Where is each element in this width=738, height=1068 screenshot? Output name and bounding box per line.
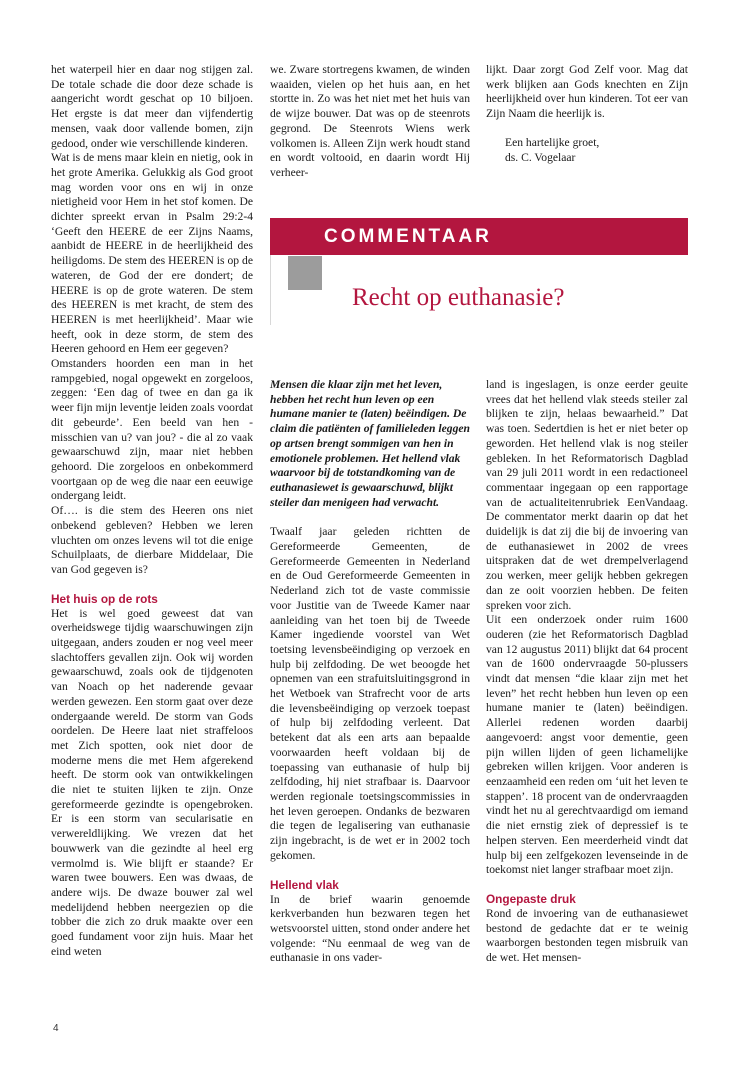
article-right-column [486, 378, 688, 966]
article-paragraph: Twaalf jaar geleden richtten de Gereformeerde Gemeenten, de Gereformeerde Gemeenten in Nederland en de Oud Gereformeerde Gemeenten in Nederland zich tot de vaste commissie voor Justitie van de Tweede Kamer naar aanleiding van het toen bij de Tweede Kamer ingediende voorstel van Wet toetsing levensbeëindiging op verzoek en hulp bij zelfdoding. De wet beoogde het opnemen van een strafuitsluitingsgrond in het Wetboek van Strafrecht voor de arts die levensbeëindiging op verzoek toepast of hulp bij zelfdoding verleent. Dat betekent dat als een arts aan bepaalde voorwaarden heeft voldaan bij de toepassing van euthanasie of hulp bij zelfdoding, hij niet strafbaar is. Daarvoor werden regionale toetsingscommissies in het leven geroepen. Ondanks de bezwaren die tegen de legalisering van euthanasie zijn ingebracht, is de wet er in 2002 toch gekomen. [270, 525, 470, 862]
right-paragraph: lijkt. Daar zorgt God Zelf voor. Mag dat werk blijken aan Gods knechten en Zijn heerlijkheid over hun kinderen. Tot eer van Zijn Naam die heerlijk is. [486, 63, 688, 121]
article-title: Recht op euthanasie? [352, 284, 565, 311]
left-paragraph: Wat is de mens maar klein en nietig, ook in het grote Amerika. Gelukkig als God groot mag worden voor ons en wij in onze nietigheid voor Hem in het stof komen. De dichter spreekt ervan in Psalm 29:2-4 ‘Geeft den HEERE de eer Zijns Naams, aanbidt de HEERE in de heerlijkheid des heiligdoms. De stem des HEEREN is op de wateren, de God der ere dondert; de HEERE is op de grote wateren. De stem des HEEREN is met kracht, de stem des HEEREN is met heerlijkheid’. Maar wie heeft, ook in deze storm, de stem des Heeren gehoord en Hem eer gegeven? [51, 151, 253, 356]
article-middle-column [270, 378, 470, 966]
article-paragraph: Rond de invoering van de euthanasiewet bestond de gedachte dat er te weinig waarborgen bestonden tegen misbruik van de wet. Het mensen- [486, 906, 688, 965]
greeting: Een hartelijke groet, [505, 135, 600, 149]
section-heading-huis-op-de-rots: Het huis op de rots [51, 591, 158, 606]
article-paragraph: Uit een onderzoek onder ruim 1600 ouderen (zie het Reformatorisch Dagblad van 12 augustus 2011) blijkt dat 64 procent van de 1600 ondervraagde 50-plussers vindt dat mensen “die klaar zijn met het leven” het recht hebben hun leven op een humane manier te (laten) beëindigen. Allerlei redenen worden daarbij aangevoerd: angst voor dementie, geen pijn willen lijden of geen lichamelijke gebreken willen krijgen. Voor anderen is eenzaamheid een reden om ‘uit het leven te stappen’. 18 procent van de ondervraagden vindt het nu al gerechtvaardigd om iemand die niet ernstig ziek of depressief is te helpen sterven. Een meerderheid vindt dat hulp bij een zelfgekozen levenseinde in de toekomst niet langer strafbaar moet zijn. [486, 613, 688, 877]
left-paragraph: Omstanders hoorden een man in het rampgebied, nogal opgewekt en zorgeloos, zeggen: ‘Een dag of twee en dan ga ik weer fijn mijn leventje leiden zoals voordat dit gebeurde’. Een beeld van hen - misschien van u? van jou? - die al zo vaak gewaarschuwd zijn, maar niet hebben gehoord. Die zorgeloos en onbekommerd voortgaan op de weg die naar een eeuwige ondergang leidt. [51, 357, 253, 503]
left-paragraph: het waterpeil hier en daar nog stijgen zal. De totale schade die door deze schade is aangericht wordt geschat op 10 biljoen. Het ergste is dat meer dan vijfendertig mensen, vaak door vallende bomen, zijn gedood, onder wie verschillende kinderen. [51, 63, 253, 150]
article-paragraph: land is ingeslagen, is onze eerder geuite vrees dat het hellend vlak steeds steiler zal blijken te zijn, helaas bewaarheid.” Dat was toen. Sedertdien is het er niet beter op geworden. Het hellend vlak is nog steiler gebleken. In het Reformatorisch Dagblad van 29 juli 2011 wordt in een redactioneel commentaar ingegaan op een rapportage van de actualiteitenrubriek EenVandaag. De commentator merkt daarin op dat het duidelijk is dat zij die bij de invoering van de euthanasiewet in 2002 de vrees uitspraken dat de wet drempelverlagend zou werken, meer gelijk hebben gekregen dan ze ooit voorzien hebben. De feiten spreken voor zich. [486, 378, 688, 612]
decorative-line [270, 255, 289, 325]
signature-block [486, 136, 688, 165]
middle-top-column [270, 63, 470, 181]
left-column [51, 63, 253, 959]
section-heading-ongepaste-druk: Ongepaste druk [486, 891, 576, 906]
decorative-square [288, 256, 322, 290]
left-paragraph: Of…. is die stem des Heeren ons niet onbekend gebleven? Hebben we leren vluchten om onzes levens wil tot die enige Schuilplaats, de dierbare Middelaar, Die van God gegeven is? [51, 504, 253, 576]
article-intro: Mensen die klaar zijn met het leven, hebben het recht hun leven op een humane manier te (laten) beëindigen. De claim die patiënten of familieleden leggen op artsen brengt sommigen van hen in emotionele problemen. Het hellend vlak waarvoor bij de totstandkoming van de euthanasiewet is gewaarschuwd, blijkt steiler dan menigeen had verwacht. [270, 378, 470, 509]
middle-paragraph: we. Zware stortregens kwamen, de winden waaiden, vielen op het huis aan, en het stortte in. Zo was het niet met het huis van de wijze bouwer. Dat was op de steenrots gegrond. De Steenrots Wiens werk volkomen is. Alleen Zijn werk houdt stand en wordt voltooid, en daarin wordt Hij verheer- [270, 63, 470, 179]
article-paragraph: In de brief waarin genoemde kerkverbanden hun bezwaren tegen het wetsvoorstel uitten, stond onder andere het volgende: “Nu eenmaal de weg van de euthanasie in ons vader- [270, 892, 470, 965]
author-name: ds. C. Vogelaar [505, 150, 576, 164]
page-number: 4 [53, 1023, 59, 1034]
banner-label: COMMENTAAR [324, 226, 492, 247]
spacer [270, 510, 470, 525]
section-heading-hellend-vlak: Hellend vlak [270, 877, 339, 892]
left-paragraph: Het is wel goed geweest dat van overheidswege tijdig waarschuwingen zijn uitgegaan, anders zouden er nog veel meer slachtoffers gevallen zijn. Ook wij worden gewaarschuwd, zoals ook de tijdgenoten van Noach op het naderende gevaar werden gewezen. Een storm gaat over deze ondergaande wereld. De storm van Gods oordelen. De Heere laat niet straffeloos met Zich spotten, ook niet door de moderne mens die met Hem afgerekend heeft. De storm ook van ontwikkelingen die niet te stuiten lijken te zijn. Onze gereformeerde gezindte is opengebroken. Er is een storm van secularisatie en verwereldlijking. We vrezen dat het bouwwerk van die gezindte al heel erg vermolmd is. Wie blijft er staande? Er waren twee bouwers. Een was dwaas, de andere wijs. De dwaze bouwer zal wel medelijdend hebben neergezien op die tobber die zich zo druk maakte over een goed fundament voor zijn huis. Maar het eind weten [51, 606, 253, 958]
right-top-column [486, 63, 688, 165]
